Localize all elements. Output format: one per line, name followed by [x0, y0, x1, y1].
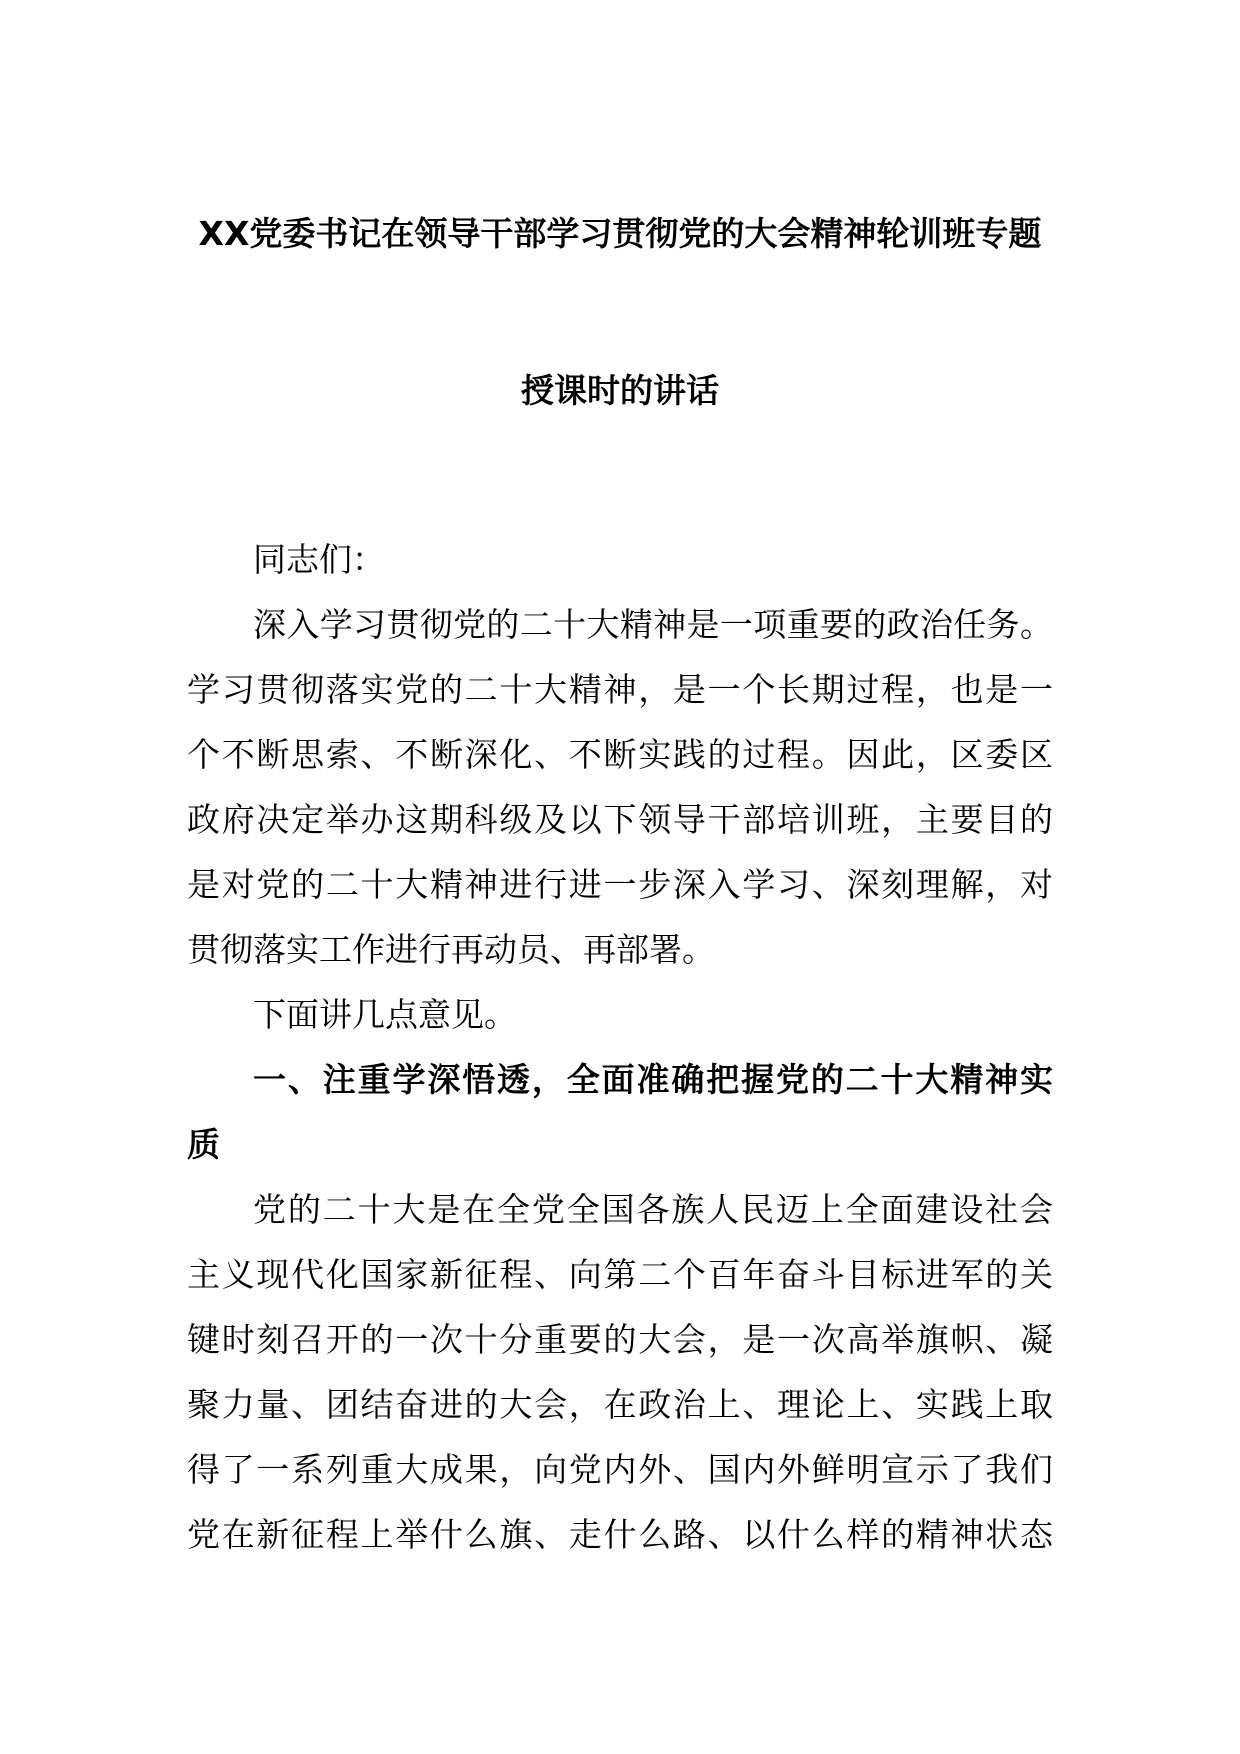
paragraph-line: 聚力量、团结奋进的大会，在政治上、理论上、实践上取: [187, 1385, 1053, 1424]
document-title-line-2: 授课时的讲话: [521, 371, 719, 410]
paragraph-line: 下面讲几点意见。: [253, 995, 517, 1034]
paragraph-line: 党的二十大是在全党全国各族人民迈上全面建设社会: [253, 1190, 1053, 1229]
paragraph-line: 键时刻召开的一次十分重要的大会，是一次高举旗帜、凝: [187, 1320, 1053, 1359]
paragraph-line: 贯彻落实工作进行再动员、再部署。: [187, 930, 715, 969]
document-title-line-1: XX党委书记在领导干部学习贯彻党的大会精神轮训班专题: [198, 214, 1042, 253]
section-heading: 一、注重学深悟透，全面准确把握党的二十大精神实: [253, 1060, 1053, 1099]
paragraph-line: 深入学习贯彻党的二十大精神是一项重要的政治任务。: [253, 605, 1053, 644]
paragraph-line: 政府决定举办这期科级及以下领导干部培训班，主要目的: [187, 800, 1053, 839]
document-body: [187, 527, 1053, 1567]
paragraph-line: 党在新征程上举什么旗、走什么路、以什么样的精神状态: [187, 1515, 1053, 1554]
salutation: 同志们：: [253, 540, 385, 579]
paragraph-line: 得了一系列重大成果，向党内外、国内外鲜明宣示了我们: [187, 1450, 1053, 1489]
paragraph-line: 个不断思索、不断深化、不断实践的过程。因此，区委区: [187, 735, 1053, 774]
paragraph-line: 是对党的二十大精神进行进一步深入学习、深刻理解，对: [187, 865, 1053, 904]
paragraph-line: 学习贯彻落实党的二十大精神，是一个长期过程，也是一: [187, 670, 1053, 709]
paragraph-line: 主义现代化国家新征程、向第二个百年奋斗目标进军的关: [187, 1255, 1053, 1294]
section-heading: 质: [187, 1125, 220, 1164]
